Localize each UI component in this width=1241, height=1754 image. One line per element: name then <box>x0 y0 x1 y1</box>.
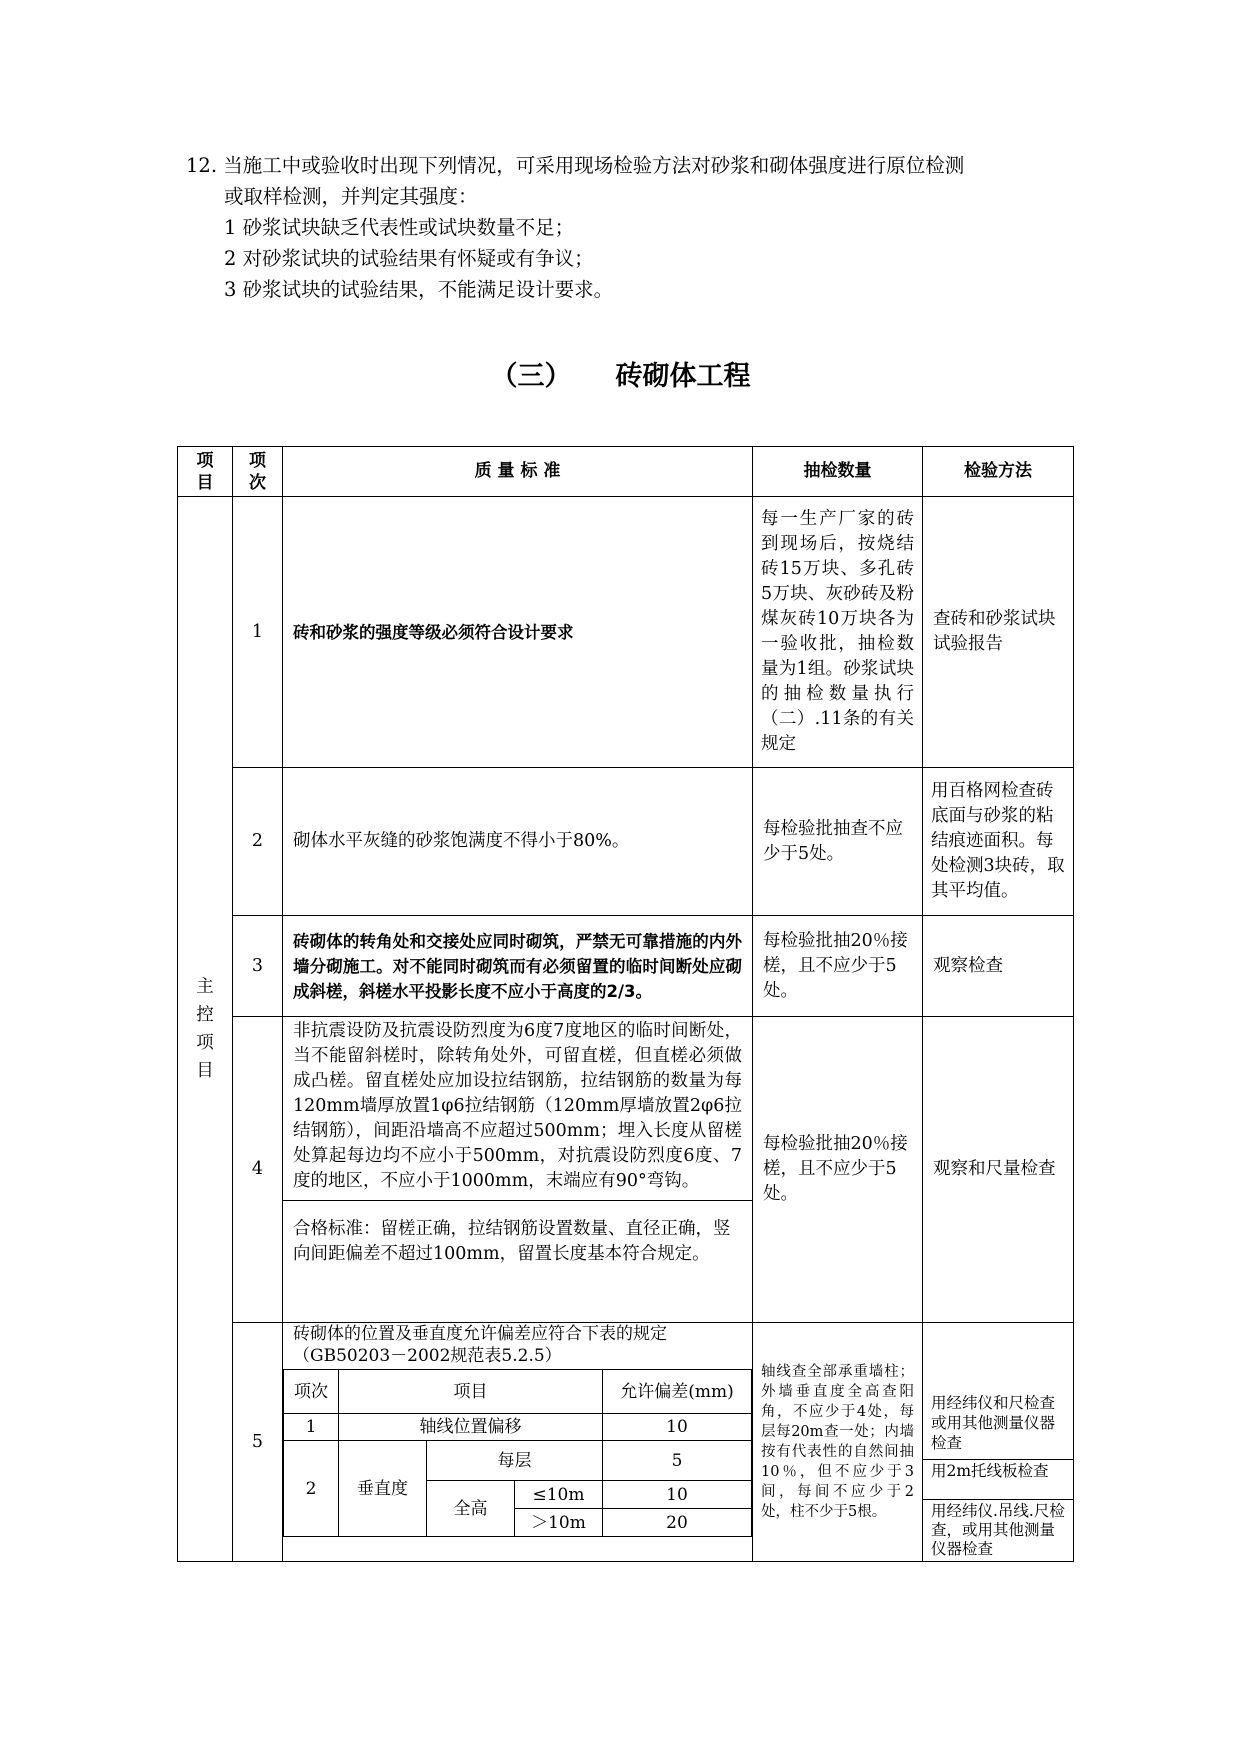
deviation-floor-value: 5 <box>603 1441 752 1481</box>
deviation-r1-no: 1 <box>284 1414 339 1441</box>
row-standard: 砖和砂浆的强度等级必须符合设计要求 <box>283 497 753 768</box>
section-heading <box>0 354 1241 393</box>
header-standard: 质 量 标 准 <box>283 447 753 497</box>
row-method: 观察检查 <box>923 916 1074 1017</box>
deviation-header-value: 允许偏差(mm) <box>603 1370 752 1414</box>
deviation-total-label: 全高 <box>427 1481 515 1537</box>
row-method-axis: 用经纬仪和尺检查或用其他测量仪器检查 <box>923 1323 1073 1460</box>
header-category: 项 目 <box>178 447 233 497</box>
intro-clause-12: 12. 当施工中或验收时出现下列情况，可采用现场检验方法对砂浆和砌体强度进行原位检测 <box>186 154 965 177</box>
deviation-r1-item: 轴线位置偏移 <box>339 1414 603 1441</box>
row-method <box>923 1323 1074 1562</box>
intro-clause-12-cont: 或取样检测，并判定其强度： <box>224 185 478 208</box>
row-sampling: 每检验批抽查不应少于5处。 <box>753 768 923 916</box>
row-standard <box>283 1323 753 1562</box>
row-method-floor: 用2m托线板检查 <box>923 1460 1073 1500</box>
row-sampling: 每检验批抽20％接槎，且不应少于5处。 <box>753 916 923 1017</box>
section-number: （三） <box>490 361 572 392</box>
deviation-header-no: 项次 <box>284 1370 339 1414</box>
deviation-floor-label: 每层 <box>427 1441 603 1481</box>
category-main-control: 主 控 项 目 <box>178 497 233 1562</box>
row-standard: 砌体水平灰缝的砂浆饱满度不得小于80%。 <box>283 768 753 916</box>
row-method: 观察和尺量检查 <box>923 1017 1074 1323</box>
deviation-header-item: 项目 <box>339 1370 603 1414</box>
row-no: 5 <box>233 1323 283 1562</box>
row-no: 4 <box>233 1017 283 1323</box>
section-title: 砖砌体工程 <box>615 361 751 392</box>
deviation-r2-no: 2 <box>284 1441 339 1537</box>
table-row <box>178 1017 1074 1323</box>
intro-section <box>186 150 1066 305</box>
deviation-table <box>283 1369 752 1537</box>
row-sampling: 轴线查全部承重墙柱；外墙垂直度全高查阳角，不应少于4处，每层每20m查一处；内墙按有代表性的自然间抽10％，但不应少于3间，每间不应少于2处，柱不少于5根。 <box>753 1323 923 1562</box>
deviation-gt10-value: 20 <box>603 1509 752 1537</box>
intro-item-3: 3 砂浆试块的试验结果，不能满足设计要求。 <box>224 278 614 301</box>
row-standard <box>283 1017 753 1323</box>
row-method: 查砖和砂浆试块试验报告 <box>923 497 1074 768</box>
table-row <box>178 1323 1074 1562</box>
row-caption: 砖砌体的位置及垂直度允许偏差应符合下表的规定（GB50203－2002规范表5.2.5） <box>293 1324 667 1366</box>
inspection-table <box>177 446 1074 1562</box>
row-method-total: 用经纬仪.吊线.尺检查，或用其他测量仪器检查 <box>931 1502 1065 1558</box>
row-no: 3 <box>233 916 283 1017</box>
header-item-no: 项 次 <box>233 447 283 497</box>
row-method: 用百格网检查砖底面与砂浆的粘结痕迹面积。每处检测3块砖，取其平均值。 <box>923 768 1074 916</box>
table-row <box>178 768 1074 916</box>
intro-item-1: 1 砂浆试块缺乏代表性或试块数量不足； <box>224 216 575 239</box>
deviation-r2-item: 垂直度 <box>339 1441 427 1537</box>
header-row <box>178 447 1074 497</box>
row-no: 2 <box>233 768 283 916</box>
deviation-gt10-label: ＞10m <box>515 1509 603 1537</box>
row-acceptance-criteria: 合格标准：留槎正确，拉结钢筋设置数量、直径正确，竖向间距偏差不超过100mm，留置长度基本符合规定。 <box>293 1219 731 1264</box>
header-method: 检验方法 <box>923 447 1074 497</box>
table-row <box>178 916 1074 1017</box>
deviation-r1-value: 10 <box>603 1414 752 1441</box>
row-standard: 砖砌体的转角处和交接处应同时砌筑，严禁无可靠措施的内外墙分砌施工。对不能同时砌筑而有必须留置的临时间断处应砌成斜槎，斜槎水平投影长度不应小于高度的2/3。 <box>283 916 753 1017</box>
deviation-le10-value: 10 <box>603 1481 752 1509</box>
row-sampling: 每一生产厂家的砖到现场后，按烧结砖15万块、多孔砖5万块、灰砂砖及粉煤灰砖10万块各为一验收批，抽检数量为1组。砂浆试块的抽检数量执行（二）.11条的有关规定 <box>753 497 923 768</box>
header-sampling: 抽检数量 <box>753 447 923 497</box>
deviation-le10-label: ≤10m <box>515 1481 603 1509</box>
row-standard-text: 非抗震设防及抗震设防烈度为6度7度地区的临时间断处，当不能留斜槎时，除转角处外，可留直槎，但直槎必须做成凸槎。留直槎处应加设拉结钢筋，拉结钢筋的数量为每120mm墙厚放置1φ6拉结钢筋（120mm厚墙放置2φ6拉结钢筋），间距沿墙高不应超过500mm；埋入长度从留槎处算起每边均不应小于500mm，对抗震设防烈度6度、7度的地区，不应小于1000mm，末端应有90°弯钩。 <box>283 1017 752 1201</box>
row-no: 1 <box>233 497 283 768</box>
row-sampling: 每检验批抽20％接槎，且不应少于5处。 <box>753 1017 923 1323</box>
table-row <box>178 497 1074 768</box>
intro-item-2: 2 对砂浆试块的试验结果有怀疑或有争议； <box>224 247 594 270</box>
